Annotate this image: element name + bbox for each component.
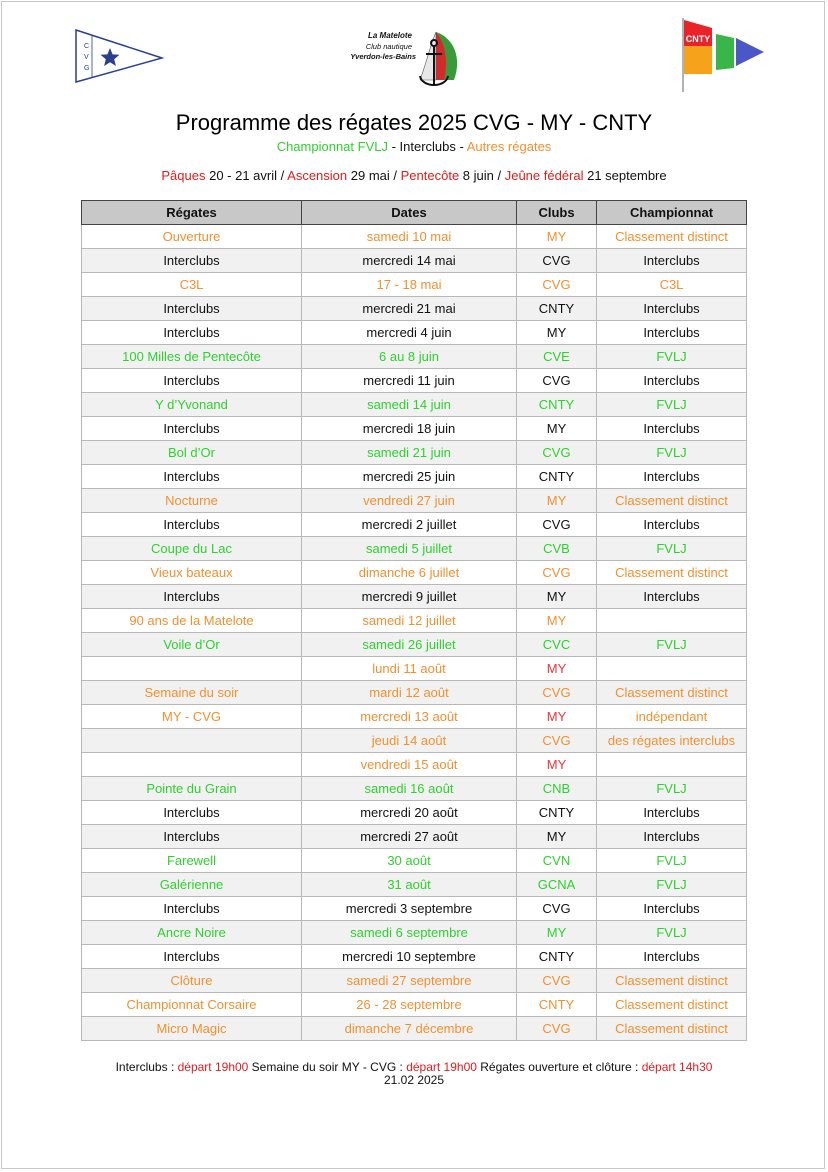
regate-cell: MY - CVG — [82, 705, 302, 729]
holiday-date: 21 septembre — [583, 168, 667, 183]
date-cell: mercredi 25 juin — [302, 465, 517, 489]
date-cell: mercredi 13 août — [302, 705, 517, 729]
date-cell: samedi 21 juin — [302, 441, 517, 465]
championnat-cell — [597, 657, 747, 681]
table-row — [82, 513, 747, 537]
footer-text: Régates ouverture et clôture : — [476, 1060, 642, 1074]
table-row — [82, 633, 747, 657]
table-row — [82, 585, 747, 609]
championnat-cell: FVLJ — [597, 849, 747, 873]
holiday-name: Pentecôte — [400, 168, 460, 183]
club-cell: CVG — [517, 441, 597, 465]
club-cell: CVG — [517, 561, 597, 585]
table-row — [82, 465, 747, 489]
date-cell: jeudi 14 août — [302, 729, 517, 753]
regate-cell: Interclubs — [82, 585, 302, 609]
regate-cell: Interclubs — [82, 465, 302, 489]
header-clubs: Clubs — [517, 201, 597, 225]
date-cell: mercredi 2 juillet — [302, 513, 517, 537]
holiday-separator: / — [389, 168, 401, 183]
footer-departure: départ 19h00 — [177, 1060, 249, 1074]
championnat-cell: Classement distinct — [597, 969, 747, 993]
date-cell: samedi 6 septembre — [302, 921, 517, 945]
table-row — [82, 705, 747, 729]
club-cell: MY — [517, 705, 597, 729]
table-row — [82, 777, 747, 801]
matelote-subtitle: Club nautique — [365, 42, 412, 51]
regate-cell: Bol d’Or — [82, 441, 302, 465]
legend-interclubs: Interclubs — [399, 139, 456, 154]
championnat-cell: Interclubs — [597, 249, 747, 273]
date-cell: samedi 27 septembre — [302, 969, 517, 993]
championnat-cell — [597, 753, 747, 777]
regate-cell: Interclubs — [82, 513, 302, 537]
championnat-cell: indépendant — [597, 705, 747, 729]
table-row — [82, 681, 747, 705]
table-row — [82, 561, 747, 585]
cvg-letter-c: C — [84, 43, 90, 50]
table-row — [82, 321, 747, 345]
regate-cell: Interclubs — [82, 297, 302, 321]
club-cell: CVG — [517, 729, 597, 753]
holiday-separator: / — [493, 168, 505, 183]
club-cell: MY — [517, 825, 597, 849]
regate-cell: Ouverture — [82, 225, 302, 249]
table-row — [82, 369, 747, 393]
cvg-pennant-logo — [74, 28, 166, 84]
table-row — [82, 441, 747, 465]
table-row — [82, 945, 747, 969]
championnat-cell: C3L — [597, 273, 747, 297]
header-championnat: Championnat — [597, 201, 747, 225]
regate-cell: Vieux bateaux — [82, 561, 302, 585]
legend-separator: - — [387, 139, 400, 154]
date-cell: lundi 11 août — [302, 657, 517, 681]
championnat-cell: Interclubs — [597, 945, 747, 969]
holiday-date: 29 mai — [347, 168, 390, 183]
club-cell: CNTY — [517, 465, 597, 489]
championnat-cell: FVLJ — [597, 441, 747, 465]
date-cell: samedi 12 juillet — [302, 609, 517, 633]
championnat-cell: FVLJ — [597, 537, 747, 561]
regate-cell: Pointe du Grain — [82, 777, 302, 801]
club-cell: CVC — [517, 633, 597, 657]
regate-cell: 100 Milles de Pentecôte — [82, 345, 302, 369]
date-cell: samedi 14 juin — [302, 393, 517, 417]
cvg-letter-g: G — [84, 65, 90, 72]
table-row — [82, 993, 747, 1017]
legend-championnat: Championnat FVLJ — [276, 139, 388, 154]
page-title: Programme des régates 2025 CVG - MY - CNTY — [175, 110, 653, 135]
table-header-row — [82, 201, 747, 225]
table-row — [82, 273, 747, 297]
regate-cell: Interclubs — [82, 369, 302, 393]
date-cell: dimanche 7 décembre — [302, 1017, 517, 1041]
club-cell: CVG — [517, 369, 597, 393]
date-cell: vendredi 27 juin — [302, 489, 517, 513]
date-cell: mercredi 20 août — [302, 801, 517, 825]
club-cell: CNTY — [517, 297, 597, 321]
date-cell: mercredi 10 septembre — [302, 945, 517, 969]
club-cell: MY — [517, 657, 597, 681]
regate-cell: Micro Magic — [82, 1017, 302, 1041]
regate-cell: C3L — [82, 273, 302, 297]
championnat-cell: Interclubs — [597, 369, 747, 393]
table-row — [82, 729, 747, 753]
date-cell: 6 au 8 juin — [302, 345, 517, 369]
club-cell: CVG — [517, 273, 597, 297]
date-cell: samedi 10 mai — [302, 225, 517, 249]
club-cell: CVE — [517, 345, 597, 369]
regate-cell: Interclubs — [82, 321, 302, 345]
championnat-cell: FVLJ — [597, 633, 747, 657]
championnat-cell: Interclubs — [597, 513, 747, 537]
club-cell: CVG — [517, 897, 597, 921]
championnat-cell — [597, 609, 747, 633]
regate-cell: Interclubs — [82, 897, 302, 921]
table-row — [82, 417, 747, 441]
championnat-cell: Interclubs — [597, 897, 747, 921]
regate-cell: Y d’Yvonand — [82, 393, 302, 417]
matelote-logo — [350, 24, 474, 94]
table-row — [82, 657, 747, 681]
club-cell: CVG — [517, 249, 597, 273]
regate-cell: Interclubs — [82, 249, 302, 273]
legend-separator: - — [455, 139, 467, 154]
header-dates: Dates — [302, 201, 517, 225]
regate-cell: Semaine du soir — [82, 681, 302, 705]
club-cell: CVG — [517, 969, 597, 993]
regattas-table — [81, 200, 747, 1041]
championnat-cell: FVLJ — [597, 345, 747, 369]
club-cell: MY — [517, 321, 597, 345]
regate-cell: Voile d’Or — [82, 633, 302, 657]
date-cell: mercredi 9 juillet — [302, 585, 517, 609]
matelote-town: Yverdon-les-Bains — [350, 52, 416, 61]
regate-cell — [82, 657, 302, 681]
championnat-cell: FVLJ — [597, 921, 747, 945]
footer-departure: départ 19h00 — [406, 1060, 477, 1074]
club-cell: CNB — [517, 777, 597, 801]
championnat-cell: Interclubs — [597, 465, 747, 489]
regate-cell: 90 ans de la Matelote — [82, 609, 302, 633]
championnat-cell: Interclubs — [597, 585, 747, 609]
club-cell: MY — [517, 921, 597, 945]
championnat-cell: FVLJ — [597, 393, 747, 417]
table-row — [82, 825, 747, 849]
championnat-cell: Classement distinct — [597, 225, 747, 249]
club-cell: MY — [517, 489, 597, 513]
table-row — [82, 609, 747, 633]
championnat-cell: Classement distinct — [597, 1017, 747, 1041]
championnat-cell: Classement distinct — [597, 993, 747, 1017]
regate-cell: Coupe du Lac — [82, 537, 302, 561]
header-regates: Régates — [82, 201, 302, 225]
table-row — [82, 1017, 747, 1041]
club-cell: CVG — [517, 1017, 597, 1041]
cvg-letter-v: V — [84, 54, 89, 61]
footer-text: Interclubs : — [115, 1060, 178, 1074]
holiday-date: 20 - 21 avril — [205, 168, 278, 183]
date-cell: 17 - 18 mai — [302, 273, 517, 297]
championnat-cell: des régates interclubs — [597, 729, 747, 753]
club-cell: CVG — [517, 681, 597, 705]
club-cell: CVG — [517, 513, 597, 537]
championnat-cell: FVLJ — [597, 873, 747, 897]
footer-departure: départ 14h30 — [641, 1060, 713, 1074]
date-cell: mercredi 21 mai — [302, 297, 517, 321]
regate-cell: Interclubs — [82, 801, 302, 825]
regate-cell: Galérienne — [82, 873, 302, 897]
holiday-name: Pâques — [161, 168, 206, 183]
date-cell: samedi 26 juillet — [302, 633, 517, 657]
matelote-name: La Matelote — [367, 31, 412, 40]
holiday-name: Ascension — [287, 168, 348, 183]
club-cell: MY — [517, 225, 597, 249]
holiday-date: 8 juin — [459, 168, 494, 183]
table-row — [82, 969, 747, 993]
holiday-name: Jeûne fédéral — [504, 168, 584, 183]
holiday-separator: / — [277, 168, 288, 183]
date-cell: 31 août — [302, 873, 517, 897]
regate-cell: Championnat Corsaire — [82, 993, 302, 1017]
table-row — [82, 921, 747, 945]
regate-cell: Clôture — [82, 969, 302, 993]
championnat-cell: Interclubs — [597, 825, 747, 849]
club-cell: MY — [517, 753, 597, 777]
date-cell: mercredi 18 juin — [302, 417, 517, 441]
date-cell: mercredi 3 septembre — [302, 897, 517, 921]
regate-cell: Farewell — [82, 849, 302, 873]
championnat-cell: Interclubs — [597, 297, 747, 321]
club-cell: MY — [517, 609, 597, 633]
championnat-cell: Classement distinct — [597, 489, 747, 513]
table-row — [82, 393, 747, 417]
table-row — [82, 489, 747, 513]
date-cell: dimanche 6 juillet — [302, 561, 517, 585]
championnat-cell: Interclubs — [597, 417, 747, 441]
championnat-cell: Classement distinct — [597, 681, 747, 705]
footer-date: 21.02 2025 — [383, 1073, 445, 1087]
date-cell: mardi 12 août — [302, 681, 517, 705]
table-row — [82, 801, 747, 825]
club-cell: MY — [517, 585, 597, 609]
holidays-line — [0, 168, 828, 183]
table-row — [82, 249, 747, 273]
date-cell: vendredi 15 août — [302, 753, 517, 777]
regate-cell: Interclubs — [82, 825, 302, 849]
date-cell: mercredi 11 juin — [302, 369, 517, 393]
table-row — [82, 345, 747, 369]
regate-cell: Interclubs — [82, 417, 302, 441]
date-cell: 26 - 28 septembre — [302, 993, 517, 1017]
regate-cell — [82, 729, 302, 753]
date-cell: 30 août — [302, 849, 517, 873]
regate-cell: Ancre Noire — [82, 921, 302, 945]
table-body — [82, 225, 747, 1041]
table-row — [82, 849, 747, 873]
legend-line — [0, 139, 828, 154]
regate-cell: Nocturne — [82, 489, 302, 513]
club-cell: CNTY — [517, 945, 597, 969]
table-row — [82, 297, 747, 321]
championnat-cell: Classement distinct — [597, 561, 747, 585]
club-cell: CNTY — [517, 393, 597, 417]
date-cell: samedi 5 juillet — [302, 537, 517, 561]
championnat-cell: Interclubs — [597, 801, 747, 825]
regate-cell: Interclubs — [82, 945, 302, 969]
club-cell: MY — [517, 417, 597, 441]
club-cell: CVN — [517, 849, 597, 873]
championnat-cell: FVLJ — [597, 777, 747, 801]
cnty-logo-text: CNTY — [685, 34, 711, 44]
table-row — [82, 897, 747, 921]
date-cell: mercredi 27 août — [302, 825, 517, 849]
club-cell: CNTY — [517, 801, 597, 825]
regate-cell — [82, 753, 302, 777]
table-row — [82, 537, 747, 561]
date-cell: mercredi 14 mai — [302, 249, 517, 273]
date-cell: samedi 16 août — [302, 777, 517, 801]
club-cell: CVB — [517, 537, 597, 561]
table-row — [82, 753, 747, 777]
table-row — [82, 225, 747, 249]
footer-text: Semaine du soir MY - CVG : — [248, 1060, 407, 1074]
footer-note — [0, 1060, 828, 1074]
table-row — [82, 873, 747, 897]
legend-autres: Autres régates — [466, 139, 552, 154]
club-cell: CNTY — [517, 993, 597, 1017]
date-cell: mercredi 4 juin — [302, 321, 517, 345]
club-cell: GCNA — [517, 873, 597, 897]
championnat-cell: Interclubs — [597, 321, 747, 345]
cnty-flags-logo — [678, 16, 766, 94]
